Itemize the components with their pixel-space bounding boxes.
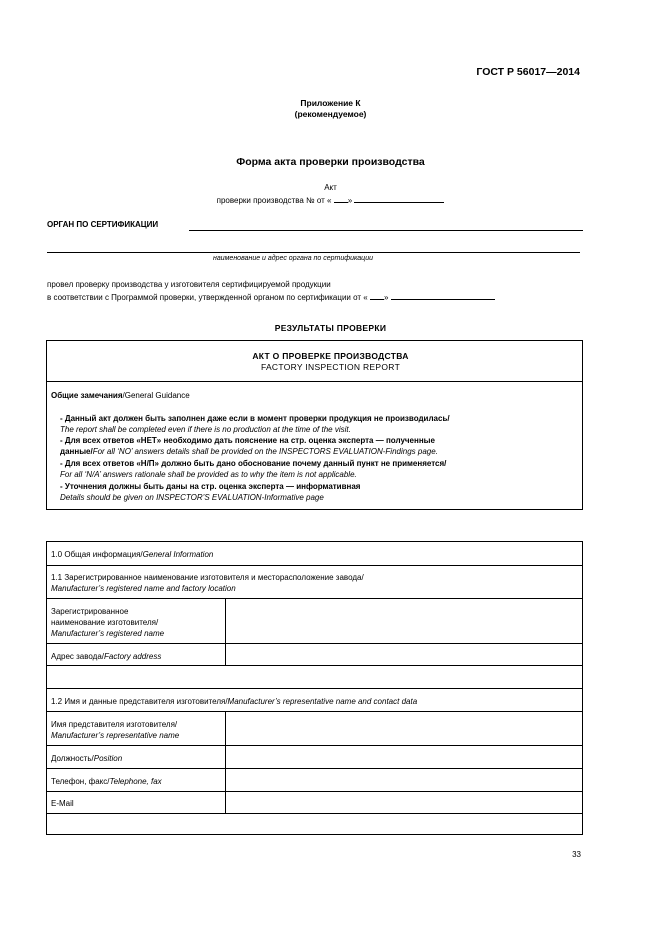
section-1-2-ru: 1.2 Имя и данные представителя изготовителя/ <box>51 697 228 706</box>
report-title-ru: АКТ О ПРОВЕРКЕ ПРОИЗВОДСТВА <box>252 351 409 361</box>
phone-label <box>51 776 162 787</box>
section-1-0-ru: 1.0 Общая информация/ <box>51 550 143 559</box>
registered-name-l2: наименование изготовителя/ <box>51 618 159 627</box>
organ-label: ОРГАН ПО СЕРТИФИКАЦИИ <box>47 220 159 229</box>
guidance-item-2-second-line <box>60 446 438 457</box>
guidance-en: /General Guidance <box>122 391 190 400</box>
annex-note: (рекомендуемое) <box>294 109 367 119</box>
intro-line-2-prefix: в соответствии с Программой проверки, утвержденной органом по сертификации от « <box>47 293 368 302</box>
position-ru: Должность/ <box>51 754 94 763</box>
factory-address-ru: Адрес завода/ <box>51 652 105 661</box>
guidance-ru: Общие замечания <box>51 391 123 400</box>
guidance-item-2-en: For all ‘NO’ answers details shall be provided on the INSPECTORS EVALUATION-Findings page. <box>92 447 438 456</box>
guidance-item-2 <box>60 435 438 457</box>
email-value[interactable] <box>226 792 582 813</box>
registered-name-l1: Зарегистрированное <box>51 607 129 616</box>
organ-blank <box>189 220 583 231</box>
phone-value[interactable] <box>226 769 582 791</box>
guidance-item-2-ru-first: - Для всех ответов «НЕТ» необходимо дать пояснение на стр. оценка эксперта — полученные <box>60 436 435 445</box>
section-1-2 <box>51 696 417 707</box>
report-box-divider <box>46 381 583 382</box>
section-1-1-en: Manufacturer’s registered name and factory location <box>51 584 236 593</box>
act-line-mid: » <box>347 196 353 205</box>
position-value[interactable] <box>226 746 582 768</box>
section-1-1-ru: 1.1 Зарегистрированное наименование изготовителя и месторасположение завода/ <box>51 573 364 582</box>
section-1-2-en: Manufacturer’s representative name and contact data <box>227 697 418 706</box>
row-divider <box>46 665 583 666</box>
rep-name-en: Manufacturer’s representative name <box>51 731 180 740</box>
guidance-item-3-ru: - Для всех ответов «Н/П» должно быть дано обоснование почему данный пункт не применяется/ <box>60 459 447 468</box>
annex-title: Приложение К <box>300 98 361 108</box>
registered-name-en: Manufacturer’s registered name <box>51 629 165 638</box>
section-1-1 <box>51 572 364 594</box>
guidance-item-1-en: The report shall be completed even if there is no production at the time of the visit. <box>60 425 351 434</box>
intro-day-blank <box>370 291 384 300</box>
guidance-item-2-ru-second: данные/ <box>60 447 93 456</box>
guidance-item-1 <box>60 413 450 435</box>
act-line <box>0 194 661 207</box>
guidance-item-4-ru: - Уточнения должны быть даны на стр. оценка эксперта — информативная <box>60 482 361 491</box>
rep-name-label <box>51 719 179 741</box>
rep-name-ru: Имя представителя изготовителя/ <box>51 720 178 729</box>
form-title: Форма акта проверки производства <box>236 156 425 168</box>
organ-blank-2 <box>47 242 580 253</box>
page-number: 33 <box>572 850 581 859</box>
registered-name-value[interactable] <box>226 599 582 643</box>
registered-name-label <box>51 606 164 639</box>
guidance-item-3-en: For all ‘N/A’ answers rationale shall be provided as to why the item is not applicable. <box>60 470 357 479</box>
act-word: Акт <box>324 183 337 192</box>
factory-address-value[interactable] <box>226 644 582 665</box>
intro-line-2-mid: » <box>383 293 389 302</box>
section-1-0 <box>51 549 213 560</box>
section-1-0-en: General Information <box>142 550 214 559</box>
act-line-prefix: проверки производства № от « <box>216 196 332 205</box>
row-divider <box>46 565 583 566</box>
guidance-item-4-en: Details should be given on INSPECTOR’S EVALUATION-Informative page <box>60 493 324 502</box>
act-day-blank <box>334 194 348 203</box>
intro-line-2 <box>47 291 495 304</box>
factory-address-en: Factory address <box>104 652 162 661</box>
factory-address-label <box>51 651 161 662</box>
intro-date-blank <box>391 291 495 300</box>
guidance-item-3 <box>60 458 446 480</box>
row-divider <box>46 688 583 689</box>
guidance-heading <box>51 390 190 401</box>
standard-number: ГОСТ Р 56017—2014 <box>476 66 580 78</box>
guidance-item-1-ru: - Данный акт должен быть заполнен даже если в момент проверки продукция не производилась/ <box>60 414 450 423</box>
results-heading: РЕЗУЛЬТАТЫ ПРОВЕРКИ <box>274 323 387 333</box>
report-title-en: FACTORY INSPECTION REPORT <box>260 362 401 372</box>
row-divider <box>46 813 583 814</box>
position-label <box>51 753 122 764</box>
act-date-blank <box>354 194 444 203</box>
phone-ru: Телефон, факс/ <box>51 777 110 786</box>
email-label: E-Mail <box>51 799 74 808</box>
guidance-item-4 <box>60 481 360 503</box>
intro-line-1: провел проверку производства у изготовителя сертифицируемой продукции <box>47 280 331 289</box>
position-en: Position <box>93 754 123 763</box>
rep-name-value[interactable] <box>226 712 582 745</box>
organ-caption: наименование и адрес органа по сертификации <box>213 255 373 262</box>
phone-en: Telephone, fax <box>109 777 162 786</box>
